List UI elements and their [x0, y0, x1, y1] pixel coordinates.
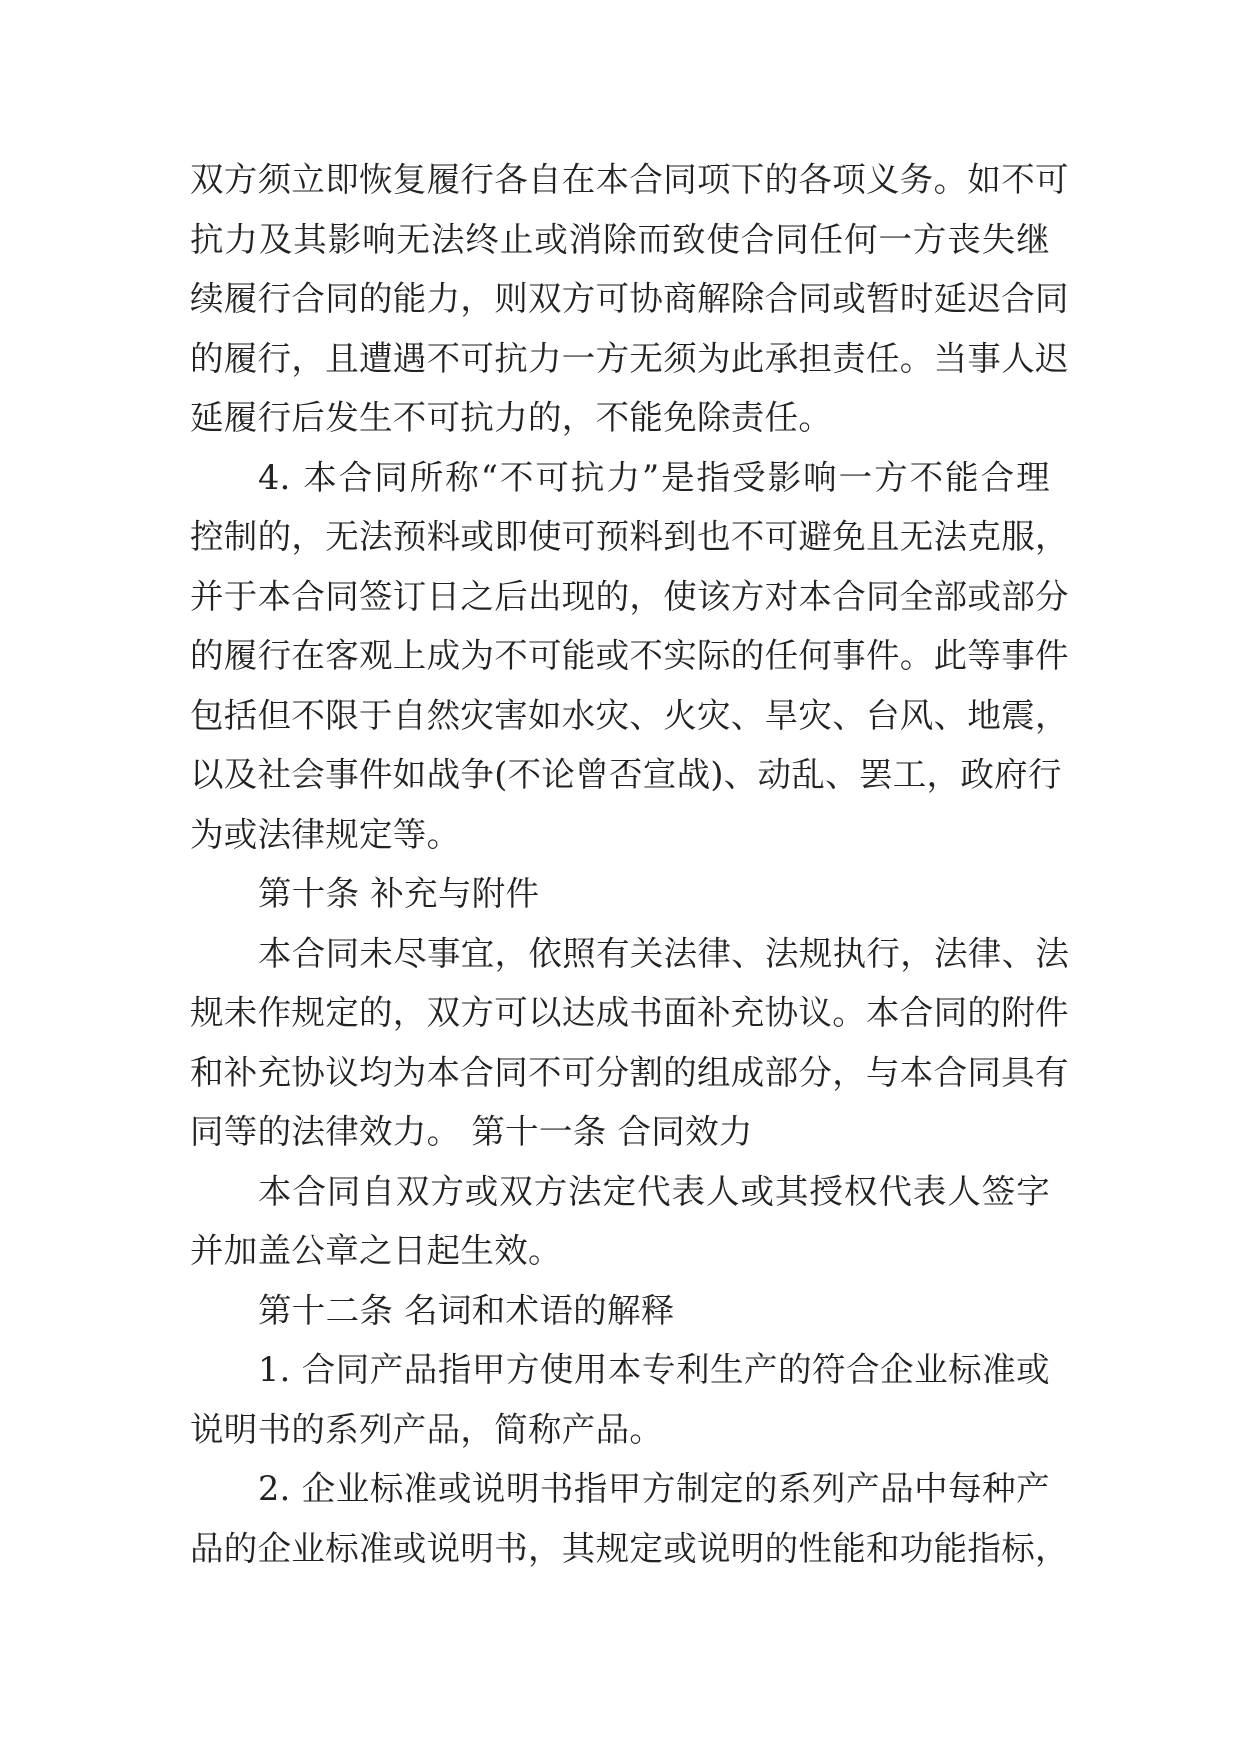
text-line: 的履行，且遭遇不可抗力一方无须为此承担责任。当事人迟: [190, 338, 1069, 378]
section-heading: 第十条 补充与附件: [258, 874, 540, 913]
text-line: 并加盖公章之日起生效。: [190, 1231, 562, 1270]
paragraph-start-line: 1. 合同产品指甲方使用本专利生产的符合企业标准或: [258, 1350, 1050, 1389]
paragraph-start-line: 4. 本合同所称“不可抗力”是指受影响一方不能合理: [258, 457, 1050, 497]
text-line: 续履行合同的能力，则双方可协商解除合同或暂时延迟合同: [190, 279, 1069, 318]
paragraph-start-line: 2. 企业标准或说明书指甲方制定的系列产品中每种产: [258, 1469, 1050, 1508]
text-line: 双方须立即恢复履行各自在本合同项下的各项义务。如不可: [190, 160, 1069, 199]
paragraph-start-line: 本合同自双方或双方法定代表人或其授权代表人签字: [258, 1171, 1050, 1211]
text-line: 延履行后发生不可抗力的，不能免除责任。: [190, 398, 833, 437]
text-line: 为或法律规定等。: [190, 814, 461, 854]
text-line: 品的企业标准或说明书，其规定或说明的性能和功能指标，: [190, 1528, 1069, 1568]
text-line: 规未作规定的，双方可以达成书面补充协议。本合同的附件: [190, 993, 1069, 1032]
document-body: [190, 150, 1070, 1578]
text-line: 说明书的系列产品，简称产品。: [190, 1409, 664, 1449]
text-line: 的履行在客观上成为不可能或不实际的任何事件。此等事件: [190, 636, 1069, 675]
text-line: 包括但不限于自然灾害如水灾、火灾、旱灾、台风、地震，: [190, 695, 1069, 735]
text-line: 抗力及其影响无法终止或消除而致使合同任何一方丧失继: [190, 219, 1050, 259]
text-line: 以及社会事件如战争(不论曾否宣战)、动乱、罢工，政府行: [190, 755, 1062, 794]
text-line: 同等的法律效力。 第十一条 合同效力: [190, 1112, 753, 1151]
section-heading: 第十二条 名词和术语的解释: [258, 1290, 675, 1330]
text-line: 和补充协议均为本合同不可分割的组成部分，与本合同具有: [190, 1052, 1069, 1092]
text-line: 并于本合同签订日之后出现的，使该方对本合同全部或部分: [190, 576, 1069, 616]
text-line: 控制的，无法预料或即使可预料到也不可避免且无法克服，: [190, 517, 1069, 556]
paragraph-start-line: 本合同未尽事宜，依照有关法律、法规执行，法律、法: [258, 933, 1070, 973]
